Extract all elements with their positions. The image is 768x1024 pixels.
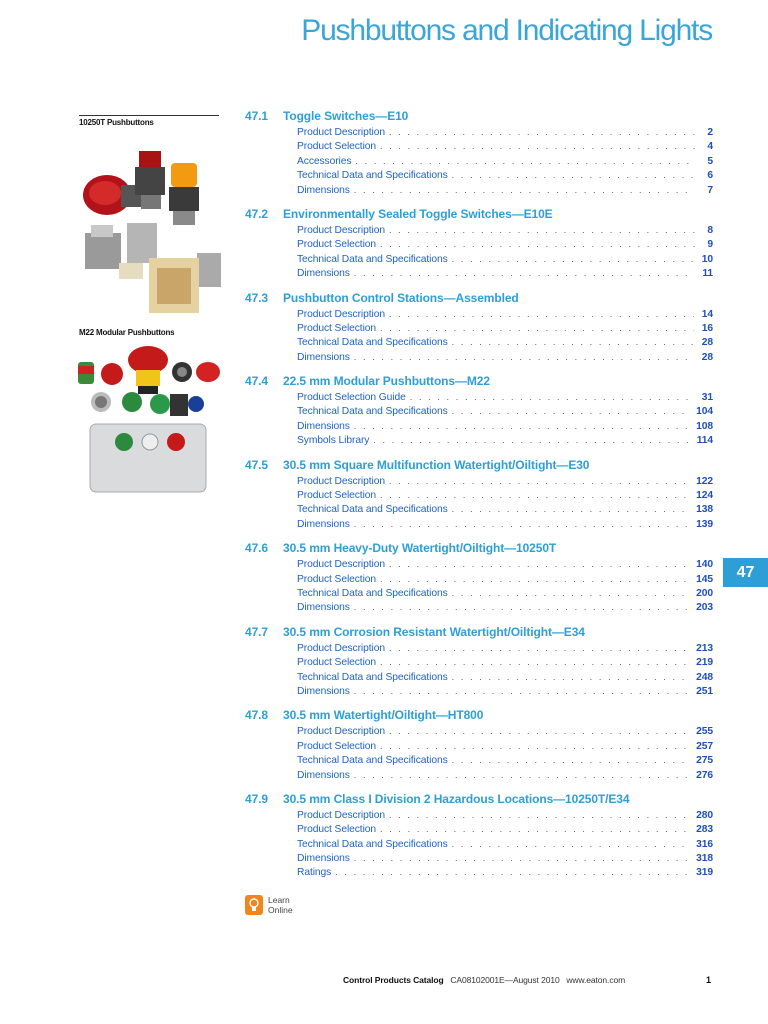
section-number: 47.5 (245, 457, 268, 472)
toc-section (245, 457, 713, 532)
toc-entry-label: Product Selection Guide (297, 392, 406, 404)
dot-leader (452, 168, 698, 182)
toc-entry-page: 7 (707, 184, 713, 196)
section-title: Pushbutton Control Stations—Assembled (283, 290, 519, 305)
toc-entry[interactable] (297, 223, 713, 237)
dot-leader (380, 572, 688, 586)
m22-pushbuttons-photo (76, 342, 222, 502)
toc-entry[interactable] (297, 822, 713, 836)
toc-entry[interactable] (297, 183, 713, 197)
toc-section-heading[interactable] (245, 108, 713, 125)
toc-entry-page: 104 (696, 406, 713, 418)
toc-entry-label: Product Selection (297, 322, 377, 334)
toc-entry-label: Technical Data and Specifications (297, 406, 448, 418)
toc-entry[interactable] (297, 851, 713, 865)
dot-leader (373, 433, 688, 447)
dot-leader (389, 223, 696, 237)
toc-entry[interactable] (297, 600, 713, 614)
toc-entry[interactable] (297, 168, 713, 182)
dot-leader (452, 335, 694, 349)
toc-entry-label: Product Selection (297, 740, 377, 752)
dot-leader (380, 822, 688, 836)
toc-entry-page: 255 (696, 726, 713, 738)
toc-entry[interactable] (297, 125, 713, 139)
toc-entry-page: 28 (701, 337, 713, 349)
toc-entry-page: 145 (696, 573, 713, 585)
dot-leader (389, 808, 688, 822)
dot-leader (389, 474, 688, 488)
toc-entry-label: Product Description (297, 127, 385, 138)
toc-entry-page: 14 (701, 308, 713, 320)
section-title: Environmentally Sealed Toggle Switches—E10E (283, 206, 553, 221)
dot-leader (380, 739, 688, 753)
toc-entry[interactable] (297, 433, 713, 447)
dot-leader (389, 641, 688, 655)
toc-entry-page: 6 (707, 170, 713, 182)
page-number: 1 (706, 975, 712, 985)
toc-entry-page: 8 (707, 224, 713, 236)
toc-entry[interactable] (297, 154, 713, 168)
learn-online-link[interactable] (245, 895, 293, 915)
toc-entry-page: 122 (696, 475, 713, 487)
online-label: Online (268, 905, 293, 915)
toc-entry[interactable] (297, 252, 713, 266)
toc-entry-page: 257 (696, 740, 713, 752)
toc-section (245, 540, 713, 615)
toc-entry-label: Product Selection (297, 657, 377, 669)
page-title: Pushbuttons and Indicating Lights (301, 14, 712, 47)
toc-entry[interactable] (297, 237, 713, 251)
section-number: 47.2 (245, 206, 268, 221)
section-title: 30.5 mm Heavy-Duty Watertight/Oiltight—10250T (283, 541, 557, 556)
toc-entry[interactable] (297, 139, 713, 153)
section-title: Toggle Switches—E10 (283, 109, 409, 123)
pushbuttons-10250t-photo (79, 133, 229, 323)
toc-entry-label: Technical Data and Specifications (297, 838, 448, 850)
toc-entry-page: 280 (696, 809, 713, 821)
toc-entry[interactable] (297, 488, 713, 502)
toc-entry-page: 4 (707, 141, 713, 153)
toc-entry-label: Technical Data and Specifications (297, 337, 448, 349)
toc-entry-label: Dimensions (297, 769, 350, 781)
dot-leader (354, 350, 694, 364)
toc-section-heading[interactable] (245, 791, 713, 808)
toc-entry[interactable] (297, 307, 713, 321)
dot-leader (380, 655, 688, 669)
toc-entry[interactable] (297, 641, 713, 655)
toc-entry-page: 2 (707, 127, 713, 138)
toc-entry-page: 319 (696, 867, 713, 879)
toc-entry-page: 9 (707, 239, 713, 251)
toc-entry-page: 124 (696, 490, 713, 502)
toc-entry-label: Accessories (297, 155, 352, 167)
toc-entry[interactable] (297, 586, 713, 600)
toc-entry[interactable] (297, 474, 713, 488)
dot-leader (389, 724, 688, 738)
footer-url[interactable]: www.eaton.com (566, 975, 626, 985)
dot-leader (355, 154, 694, 168)
toc-entry-label: Product Description (297, 308, 385, 320)
toc-entry-page: 16 (701, 322, 713, 334)
toc-entry-page: 200 (696, 587, 713, 599)
toc-entry[interactable] (297, 390, 713, 404)
dot-leader (452, 670, 688, 684)
toc-entry-label: Dimensions (297, 184, 350, 196)
toc-entry-page: 5 (707, 155, 713, 167)
toc-entry-page: 251 (696, 685, 713, 697)
toc-entry-label: Ratings (297, 867, 332, 879)
footer (343, 975, 625, 985)
toc-entry[interactable] (297, 865, 713, 879)
toc-entry[interactable] (297, 753, 713, 767)
toc-section (245, 373, 713, 448)
toc-entry-label: Technical Data and Specifications (297, 671, 448, 683)
dot-leader (354, 517, 688, 531)
toc-entry-page: 28 (701, 351, 713, 363)
toc-entry-page: 11 (702, 268, 713, 280)
toc-entry-label: Technical Data and Specifications (297, 504, 448, 516)
toc-entry-label: Product Description (297, 559, 385, 571)
toc-entry-label: Dimensions (297, 685, 350, 697)
toc-entry[interactable] (297, 321, 713, 335)
lightbulb-icon (245, 895, 263, 915)
toc-entry-label: Product Description (297, 475, 385, 487)
toc-entry-label: Dimensions (297, 420, 350, 432)
dot-leader (452, 837, 688, 851)
toc-entry[interactable] (297, 350, 713, 364)
toc-entry[interactable] (297, 404, 713, 418)
toc-entry[interactable] (297, 557, 713, 571)
toc-entry-page: 203 (696, 602, 713, 614)
toc-entry[interactable] (297, 572, 713, 586)
toc-section-heading[interactable] (245, 540, 713, 557)
dot-leader (410, 390, 694, 404)
toc-entry-label: Dimensions (297, 853, 350, 865)
dot-leader (380, 321, 694, 335)
chapter-tab[interactable]: 47 (723, 558, 768, 587)
section-number: 47.8 (245, 708, 268, 723)
toc-entry-label: Technical Data and Specifications (297, 587, 448, 599)
dot-leader (380, 139, 695, 153)
dot-leader (452, 404, 688, 418)
toc-entry[interactable] (297, 808, 713, 822)
photo-caption-10250t: 10250T Pushbuttons (79, 118, 154, 127)
dot-leader (354, 266, 695, 280)
toc-entry-label: Product Description (297, 726, 385, 738)
caption-rule (79, 115, 219, 116)
toc-entry[interactable] (297, 739, 713, 753)
dot-leader (354, 183, 695, 197)
dot-leader (389, 307, 694, 321)
toc-section (245, 707, 713, 782)
toc-section (245, 791, 713, 880)
dot-leader (452, 753, 688, 767)
dot-leader (452, 502, 688, 516)
toc-entry-page: 248 (696, 671, 713, 683)
toc-entry-label: Technical Data and Specifications (297, 170, 448, 182)
section-title: 30.5 mm Class I Division 2 Hazardous Locations—10250T/E34 (283, 791, 630, 806)
toc-section-heading[interactable] (245, 457, 713, 474)
toc-entry[interactable] (297, 837, 713, 851)
toc-entry-label: Dimensions (297, 518, 350, 530)
toc-entry-label: Product Selection (297, 573, 377, 585)
learn-label: Learn (268, 895, 290, 905)
toc-section-heading[interactable] (245, 624, 713, 641)
dot-leader (354, 684, 688, 698)
toc-entry[interactable] (297, 335, 713, 349)
toc-entry[interactable] (297, 684, 713, 698)
dot-leader (354, 600, 688, 614)
toc-entry-page: 275 (696, 755, 713, 767)
section-number: 47.7 (245, 624, 268, 639)
toc-entry-label: Symbols Library (297, 435, 370, 447)
section-number: 47.9 (245, 791, 268, 806)
dot-leader (452, 586, 688, 600)
toc-entry[interactable] (297, 266, 713, 280)
toc-entry-label: Technical Data and Specifications (297, 755, 448, 767)
toc-entry-label: Dimensions (297, 602, 350, 614)
dot-leader (354, 768, 688, 782)
section-title: 30.5 mm Square Multifunction Watertight/Oiltight—E30 (283, 457, 590, 472)
dot-leader (389, 557, 688, 571)
photo-caption-m22: M22 Modular Pushbuttons (79, 328, 175, 337)
toc-entry-page: 213 (696, 642, 713, 654)
toc-entry-page: 139 (696, 518, 713, 530)
toc-entry-label: Dimensions (297, 268, 350, 280)
toc-entry-page: 31 (701, 392, 713, 404)
section-number: 47.6 (245, 541, 268, 556)
toc-entry-label: Product Description (297, 809, 385, 821)
toc-entry-label: Product Selection (297, 239, 377, 251)
section-title: 22.5 mm Modular Pushbuttons—M22 (283, 374, 490, 389)
toc-entry-label: Dimensions (297, 351, 350, 363)
toc-section-heading[interactable] (245, 707, 713, 724)
toc-entry-page: 108 (696, 420, 713, 432)
toc-section-heading[interactable] (245, 373, 713, 390)
dot-leader (380, 237, 695, 251)
toc-section-heading[interactable] (245, 290, 713, 307)
dot-leader (354, 419, 688, 433)
toc-entry-label: Product Selection (297, 490, 377, 502)
toc-entry-page: 10 (701, 253, 713, 265)
toc-entry-page: 283 (696, 824, 713, 836)
toc-entry-page: 219 (696, 657, 713, 669)
footer-catalog-name: Control Products Catalog (343, 975, 444, 985)
dot-leader (354, 851, 688, 865)
toc-entry[interactable] (297, 768, 713, 782)
dot-leader (380, 488, 688, 502)
toc-entry-page: 138 (696, 504, 713, 516)
section-number: 47.3 (245, 290, 268, 305)
toc-section (245, 206, 713, 281)
dot-leader (389, 125, 696, 139)
toc-entry[interactable] (297, 517, 713, 531)
toc-entry[interactable] (297, 670, 713, 684)
toc-entry[interactable] (297, 502, 713, 516)
toc-section-heading[interactable] (245, 206, 713, 223)
toc-entry-label: Product Description (297, 224, 385, 236)
toc-entry-label: Product Selection (297, 824, 377, 836)
toc-entry-page: 140 (696, 559, 713, 571)
toc-entry-page: 318 (696, 853, 713, 865)
toc-entry[interactable] (297, 419, 713, 433)
toc-entry-label: Product Selection (297, 141, 377, 153)
dot-leader (452, 252, 694, 266)
toc-entry-page: 316 (696, 838, 713, 850)
toc-entry-page: 276 (696, 769, 713, 781)
dot-leader (335, 865, 688, 879)
toc-section (245, 290, 713, 365)
toc-entry[interactable] (297, 724, 713, 738)
toc-entry[interactable] (297, 655, 713, 669)
section-number: 47.4 (245, 374, 268, 389)
table-of-contents (245, 108, 713, 889)
section-number: 47.1 (245, 109, 268, 123)
toc-entry-page: 114 (696, 435, 713, 447)
footer-catalog-code: CA08102001E—August 2010 (450, 975, 560, 985)
section-title: 30.5 mm Watertight/Oiltight—HT800 (283, 708, 484, 723)
toc-section (245, 108, 713, 197)
toc-entry-label: Technical Data and Specifications (297, 253, 448, 265)
toc-section (245, 624, 713, 699)
toc-entry-label: Product Description (297, 642, 385, 654)
section-title: 30.5 mm Corrosion Resistant Watertight/Oiltight—E34 (283, 624, 585, 639)
